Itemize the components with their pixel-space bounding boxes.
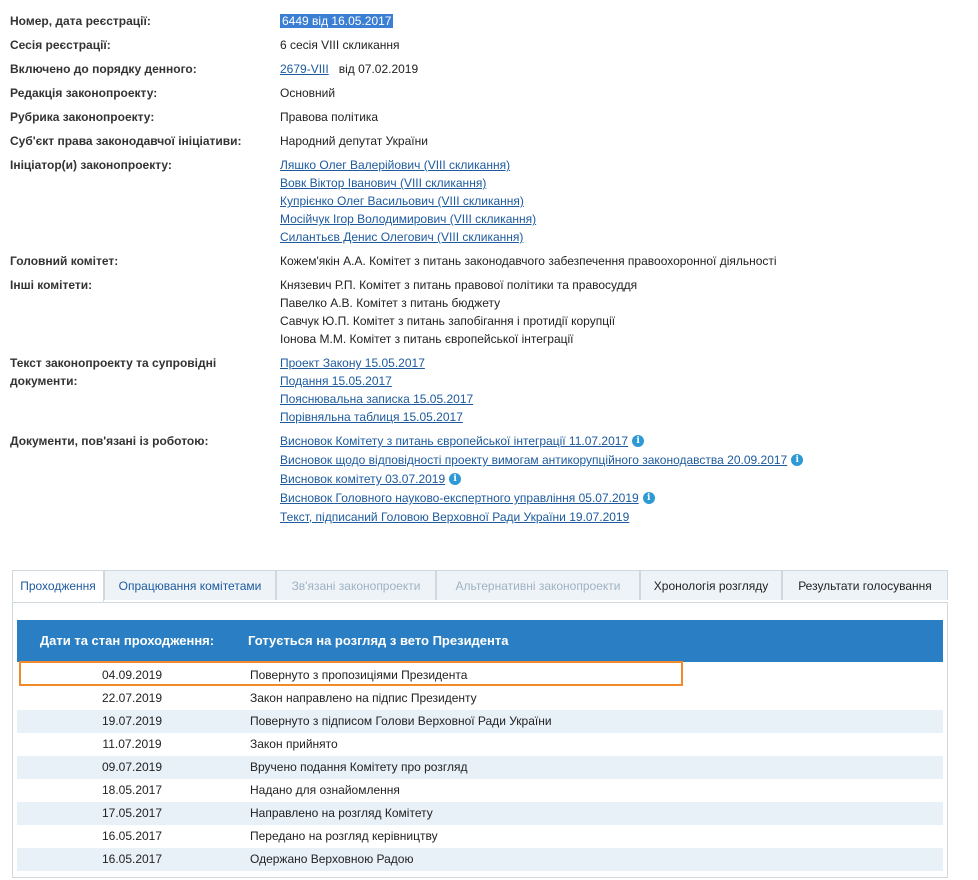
info-icon[interactable]: i (449, 473, 461, 485)
field-value: Правова політика (280, 110, 379, 124)
table-header (17, 620, 943, 662)
passage-table (17, 664, 943, 871)
table-row[interactable] (17, 687, 943, 710)
row-date: 04.09.2019 (101, 668, 163, 682)
registration-value[interactable]: 6449 від 16.05.2017 (282, 14, 392, 28)
tab-alternative-bills[interactable]: Альтернативні законопроекти (436, 570, 640, 600)
field-value: Народний депутат України (280, 134, 428, 148)
committee-item: Князевич Р.П. Комітет з питань правової політики та правосуддя (280, 278, 638, 292)
field-documents (10, 354, 960, 432)
document-link[interactable]: Порівняльна таблиця 15.05.2017 (280, 410, 463, 424)
field-label: Документи, пов'язані із роботою: (10, 434, 209, 448)
field-label: Рубрика законопроекту: (10, 110, 155, 124)
agenda-link[interactable]: 2679-VIII (280, 62, 329, 76)
related-doc-link[interactable]: Висновок комітету 03.07.2019 (280, 472, 446, 486)
field-main-committee (10, 252, 960, 276)
field-session (10, 36, 960, 60)
row-date: 16.05.2017 (101, 829, 163, 843)
document-link[interactable]: Подання 15.05.2017 (280, 374, 392, 388)
field-label: Номер, дата реєстрації: (10, 14, 151, 28)
initiator-link[interactable]: Вовк Віктор Іванович (VIII скликання) (280, 176, 487, 190)
field-value: Основний (280, 86, 336, 100)
field-label: Суб'єкт права законодавчої ініціативи: (10, 134, 242, 148)
field-label: Інші комітети: (10, 278, 93, 292)
row-date: 18.05.2017 (101, 783, 163, 797)
initiator-link[interactable]: Купрієнко Олег Васильович (VIII скликання) (280, 194, 524, 208)
row-status: Одержано Верховною Радою (250, 852, 414, 866)
tab-passage[interactable]: Проходження (12, 570, 104, 602)
row-status: Передано на розгляд керівництву (250, 829, 438, 843)
table-row[interactable] (17, 802, 943, 825)
selected-row-highlight (19, 661, 683, 686)
field-label: Сесія реєстрації: (10, 38, 111, 52)
initiator-link[interactable]: Ляшко Олег Валерійович (VIII скликання) (280, 158, 511, 172)
row-date: 16.05.2017 (101, 852, 163, 866)
document-link[interactable]: Проект Закону 15.05.2017 (280, 356, 425, 370)
table-row[interactable] (17, 710, 943, 733)
field-agenda (10, 60, 960, 84)
related-doc-link[interactable]: Висновок Головного науково-експертного управління 05.07.2019 (280, 491, 639, 505)
field-initiators (10, 156, 960, 252)
table-row[interactable] (17, 825, 943, 848)
field-label: Ініціатор(и) законопроекту: (10, 158, 172, 172)
field-subject (10, 132, 960, 156)
bill-info (10, 12, 960, 528)
initiator-link[interactable]: Мосійчук Ігор Володимирович (VIII скликання) (280, 212, 537, 226)
row-date: 09.07.2019 (101, 760, 163, 774)
row-status: Надано для ознайомлення (250, 783, 400, 797)
initiator-link[interactable]: Силантьєв Денис Олегович (VIII скликання) (280, 230, 524, 244)
row-date: 11.07.2019 (102, 737, 162, 751)
row-date: 17.05.2017 (101, 806, 163, 820)
tab-committee-processing[interactable]: Опрацювання комітетами (104, 570, 276, 600)
tab-bar (12, 570, 948, 603)
related-doc-link[interactable]: Текст, підписаний Головою Верховної Ради України 19.07.2019 (280, 510, 630, 524)
table-row[interactable] (17, 756, 943, 779)
document-link[interactable]: Пояснювальна записка 15.05.2017 (280, 392, 474, 406)
field-registration (10, 12, 960, 36)
agenda-date: від 07.02.2019 (338, 62, 419, 76)
tab-chronology[interactable]: Хронологія розгляду (640, 570, 782, 600)
committee-item: Савчук Ю.П. Комітет з питань запобігання і протидії корупції (280, 314, 616, 328)
field-label (10, 354, 280, 432)
committee-item: Павелко А.В. Комітет з питань бюджету (280, 296, 501, 310)
row-status: Повернуто з пропозиціями Президента (250, 668, 468, 682)
info-icon[interactable]: i (791, 454, 803, 466)
field-value: Кожем'якін А.А. Комітет з питань законодавчого забезпечення правоохоронної діяльності (280, 254, 777, 268)
tab-linked-bills[interactable]: Зв'язані законопроекти (276, 570, 436, 600)
header-current-status: Готується на розгляд з вето Президента (248, 633, 509, 648)
table-row[interactable] (17, 733, 943, 756)
info-icon[interactable]: i (643, 492, 655, 504)
field-other-committees (10, 276, 960, 354)
committee-item: Іонова М.М. Комітет з питань європейської інтеграції (280, 332, 574, 346)
documents-label-line2: документи: (10, 374, 78, 388)
row-status: Закон прийнято (250, 737, 338, 751)
row-date: 22.07.2019 (101, 691, 163, 705)
row-status: Вручено подання Комітету про розгляд (250, 760, 468, 774)
info-icon[interactable]: i (632, 435, 644, 447)
field-related-docs (10, 432, 960, 528)
field-rubric (10, 108, 960, 132)
tab-voting-results[interactable]: Результати голосування (782, 570, 948, 600)
field-label: Головний комітет: (10, 254, 119, 268)
row-date: 19.07.2019 (101, 714, 163, 728)
related-doc-link[interactable]: Висновок Комітету з питань європейської інтеграції 11.07.2017 (280, 434, 629, 448)
row-status: Направлено на розгляд Комітету (250, 806, 433, 820)
field-label: Редакція законопроекту: (10, 86, 158, 100)
table-row[interactable] (17, 848, 943, 871)
field-label: Включено до порядку денного: (10, 62, 197, 76)
row-status: Повернуто з підписом Голови Верховної Ради України (250, 714, 552, 728)
field-value: 6 сесія VIII скликання (280, 38, 400, 52)
header-dates: Дати та стан проходження: (39, 633, 215, 648)
related-doc-link[interactable]: Висновок щодо відповідності проекту вимогам антикорупційного законодавства 20.09.2017 (280, 453, 788, 467)
passage-panel (12, 602, 948, 878)
field-edition (10, 84, 960, 108)
table-row[interactable] (17, 779, 943, 802)
documents-label-line1: Текст законопроекту та супровідні (10, 356, 217, 370)
row-status: Закон направлено на підпис Президенту (250, 691, 477, 705)
